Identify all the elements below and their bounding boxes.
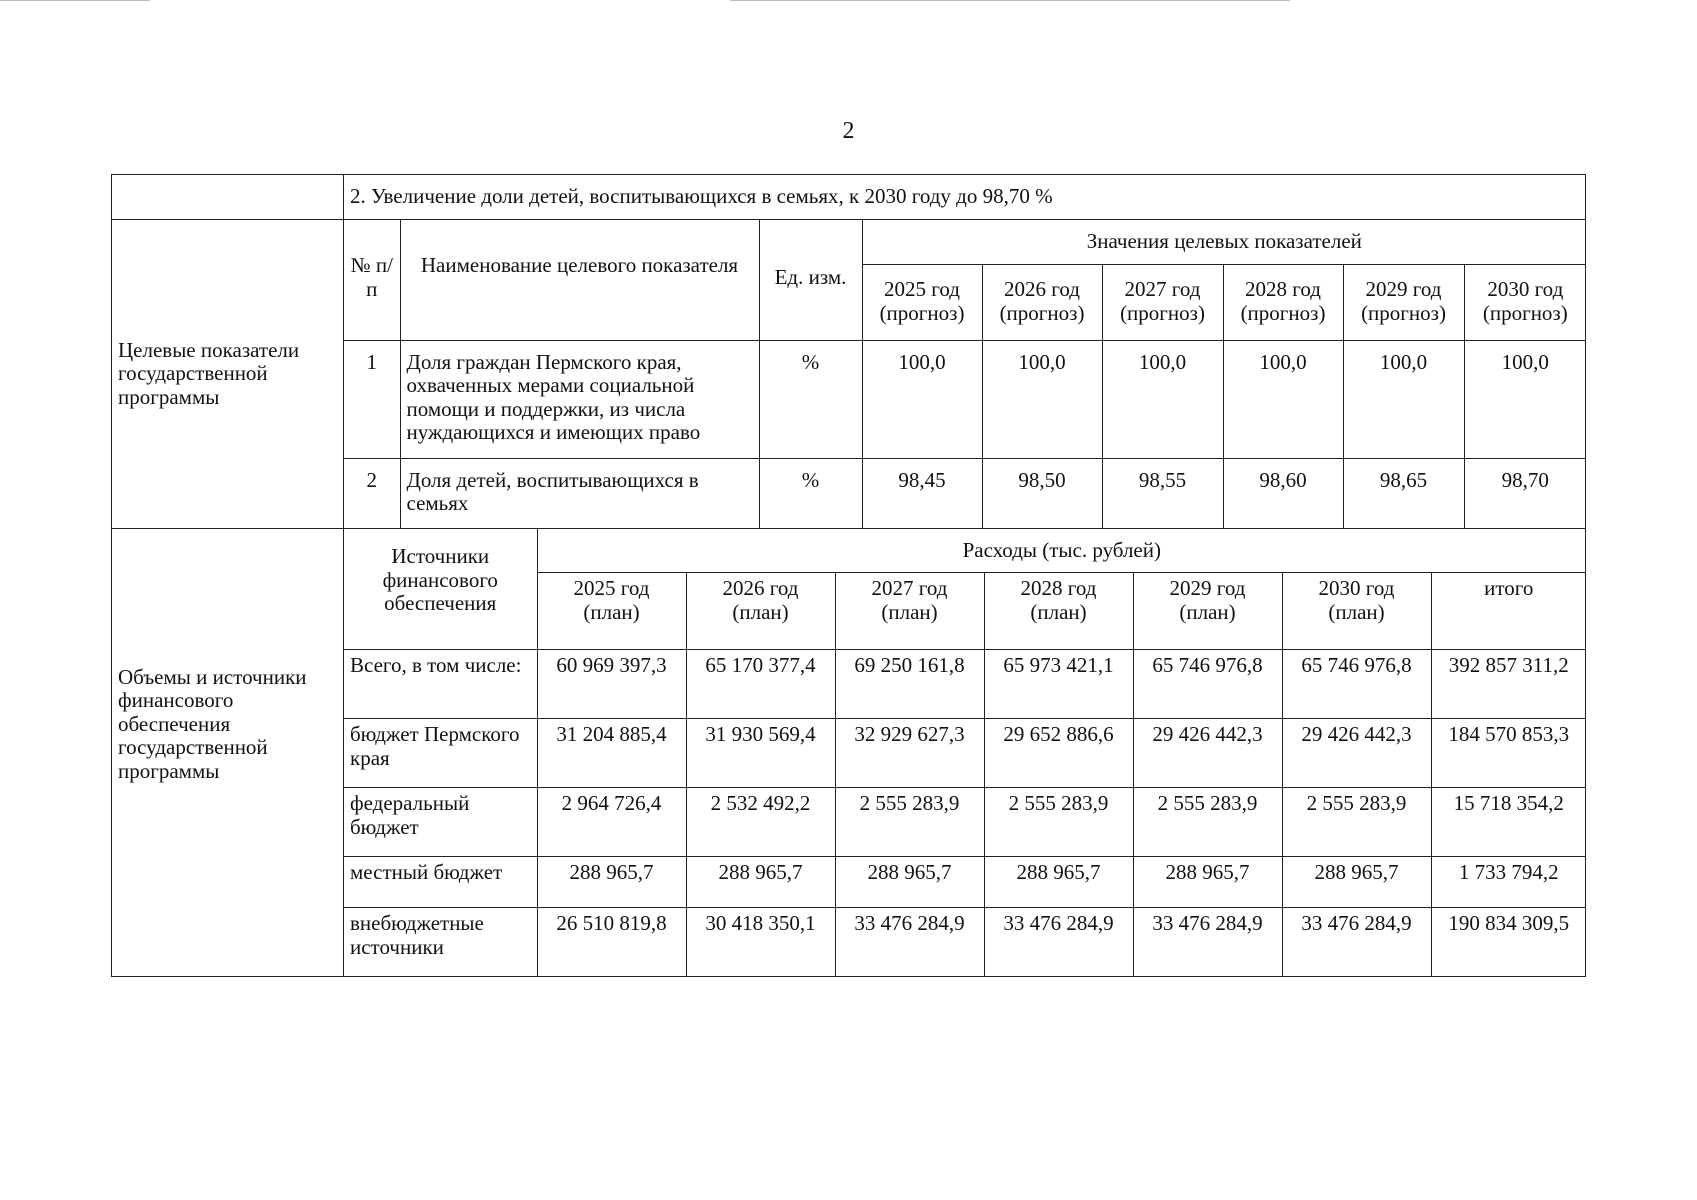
targets-side-label: Целевые показатели государственной программы: [112, 220, 344, 529]
program-passport-table: [111, 174, 1586, 977]
indicator-value: 98,65: [1343, 458, 1464, 528]
targets-table: [344, 220, 1586, 528]
finance-value: 29 652 886,6: [984, 719, 1133, 788]
header-unit: Ед. изм.: [759, 220, 862, 340]
header-year: 2027 год (прогноз): [1102, 264, 1223, 340]
finance-cell: [344, 529, 1586, 977]
finance-total-value: 15 718 354,2: [1431, 788, 1586, 857]
indicator-row: [344, 340, 1586, 458]
indicator-value: 100,0: [1223, 340, 1343, 458]
finance-section: [112, 529, 1586, 977]
finance-value: 65 973 421,1: [984, 650, 1133, 719]
finance-value: 288 965,7: [1133, 857, 1282, 908]
header-plan-year: 2026 год (план): [686, 573, 835, 650]
finance-source-label: федеральный бюджет: [344, 788, 537, 857]
finance-value: 288 965,7: [537, 857, 686, 908]
finance-value: 31 930 569,4: [686, 719, 835, 788]
header-target-values: Значения целевых показателей: [862, 220, 1586, 264]
finance-source-label: местный бюджет: [344, 857, 537, 908]
indicator-value: 98,70: [1464, 458, 1586, 528]
finance-value: 29 426 442,3: [1133, 719, 1282, 788]
goal-text: 2. Увеличение доли детей, воспитывающихся в семьях, к 2030 году до 98,70 %: [344, 175, 1586, 220]
indicator-value: 98,60: [1223, 458, 1343, 528]
indicator-unit: %: [759, 458, 862, 528]
indicator-num: 2: [344, 458, 400, 528]
finance-value: 29 426 442,3: [1282, 719, 1431, 788]
finance-value: 30 418 350,1: [686, 908, 835, 977]
finance-value: 288 965,7: [1282, 857, 1431, 908]
header-expenses: Расходы (тыс. рублей): [537, 529, 1586, 573]
finance-value: 288 965,7: [835, 857, 984, 908]
header-year: 2025 год (прогноз): [862, 264, 982, 340]
header-year: 2029 год (прогноз): [1343, 264, 1464, 340]
indicator-value: 98,45: [862, 458, 982, 528]
indicator-name: Доля детей, воспитывающихся в семьях: [400, 458, 759, 528]
finance-value: 69 250 161,8: [835, 650, 984, 719]
targets-section: [112, 220, 1586, 529]
finance-row: [344, 719, 1586, 788]
finance-value: 2 532 492,2: [686, 788, 835, 857]
finance-total-value: 184 570 853,3: [1431, 719, 1586, 788]
scan-edge-line: [0, 0, 150, 1]
header-year: 2028 год (прогноз): [1223, 264, 1343, 340]
header-indicator-name: Наименование целевого показателя: [400, 220, 759, 340]
header-plan-year: 2028 год (план): [984, 573, 1133, 650]
header-funding-source: Источники финансового обеспечения: [344, 529, 537, 650]
finance-value: 2 555 283,9: [1133, 788, 1282, 857]
finance-value: 31 204 885,4: [537, 719, 686, 788]
finance-value: 2 555 283,9: [1282, 788, 1431, 857]
indicator-value: 100,0: [982, 340, 1102, 458]
finance-value: 33 476 284,9: [1282, 908, 1431, 977]
finance-source-label: бюджет Пермского края: [344, 719, 537, 788]
indicator-value: 100,0: [1102, 340, 1223, 458]
scan-edge-line: [730, 0, 1290, 1]
header-plan-year: 2029 год (план): [1133, 573, 1282, 650]
header-total: итого: [1431, 573, 1586, 650]
indicator-value: 98,50: [982, 458, 1102, 528]
finance-row: [344, 650, 1586, 719]
finance-total-value: 392 857 311,2: [1431, 650, 1586, 719]
indicator-row: [344, 458, 1586, 528]
finance-source-label: Всего, в том числе:: [344, 650, 537, 719]
finance-value: 288 965,7: [686, 857, 835, 908]
finance-value: 2 555 283,9: [984, 788, 1133, 857]
finance-row: [344, 788, 1586, 857]
indicator-name: Доля граждан Пермского края, охваченных мерами социальной помощи и поддержки, из числа нуждающихся и имеющих право: [400, 340, 759, 458]
indicator-value: 100,0: [1343, 340, 1464, 458]
finance-value: 60 969 397,3: [537, 650, 686, 719]
finance-total-value: 1 733 794,2: [1431, 857, 1586, 908]
finance-value: 65 170 377,4: [686, 650, 835, 719]
header-year: 2026 год (прогноз): [982, 264, 1102, 340]
finance-row: [344, 908, 1586, 977]
finance-value: 33 476 284,9: [835, 908, 984, 977]
header-plan-year: 2030 год (план): [1282, 573, 1431, 650]
header-plan-year: 2025 год (план): [537, 573, 686, 650]
indicator-value: 100,0: [1464, 340, 1586, 458]
indicator-num: 1: [344, 340, 400, 458]
indicator-value: 98,55: [1102, 458, 1223, 528]
finance-value: 288 965,7: [984, 857, 1133, 908]
indicator-value: 100,0: [862, 340, 982, 458]
finance-row: [344, 857, 1586, 908]
finance-total-value: 190 834 309,5: [1431, 908, 1586, 977]
goal-row: [112, 175, 1586, 220]
goal-row-empty-cell: [112, 175, 344, 220]
header-year: 2030 год (прогноз): [1464, 264, 1586, 340]
finance-value: 2 964 726,4: [537, 788, 686, 857]
indicator-unit: %: [759, 340, 862, 458]
finance-value: 32 929 627,3: [835, 719, 984, 788]
finance-side-label: Объемы и источники финансового обеспечения государственной программы: [112, 529, 344, 977]
finance-source-label: внебюджетные источники: [344, 908, 537, 977]
finance-table: [344, 529, 1586, 976]
header-num: № п/п: [344, 220, 400, 340]
finance-value: 2 555 283,9: [835, 788, 984, 857]
finance-value: 33 476 284,9: [1133, 908, 1282, 977]
header-plan-year: 2027 год (план): [835, 573, 984, 650]
finance-value: 26 510 819,8: [537, 908, 686, 977]
finance-value: 65 746 976,8: [1133, 650, 1282, 719]
finance-value: 65 746 976,8: [1282, 650, 1431, 719]
page-number: 2: [842, 118, 855, 144]
targets-cell: [344, 220, 1586, 529]
finance-value: 33 476 284,9: [984, 908, 1133, 977]
